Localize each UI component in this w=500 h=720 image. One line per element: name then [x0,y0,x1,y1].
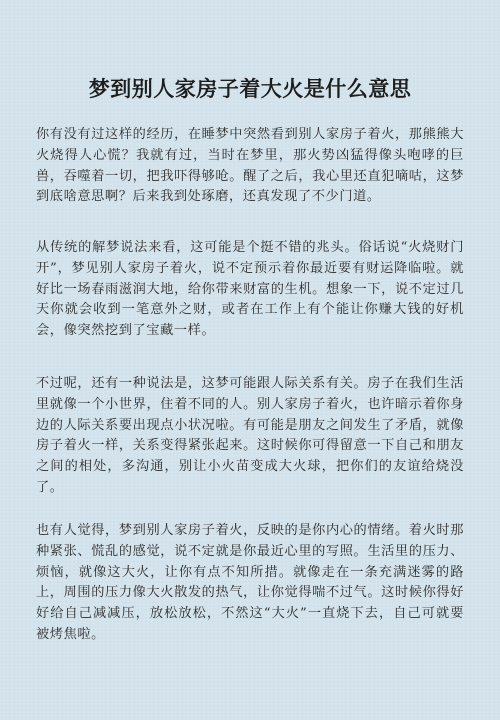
article-paragraph-2: 从传统的解梦说法来看，这可能是个挺不错的兆头。俗话说“火烧财门开”，梦见别人家房子着火，说不定预示着你最近要有财运降临啦。就好比一场春雨滋润大地，给你带来财富的生机。想象一下，说不定过几天你就会收到一笔意外之财，或者在工作上有个能让你赚大钱的好机会，像突然挖到了宝藏一样。 [36,240,464,339]
article-paragraph-3: 不过呢，还有一种说法是，这梦可能跟人际关系有关。房子在我们生活里就像一个小世界，住着不同的人。别人家房子着火，也许暗示着你身边的人际关系要出现点小状况啦。有可能是朋友之间发生了矛盾，就像房子着火一样，关系变得紧张起来。这时候你可得留意一下自己和朋友之间的相处，多沟通，别让小火苗变成大火球，把你们的友谊给烧没了。 [36,376,464,495]
article-paragraph-4: 也有人觉得，梦到别人家房子着火，反映的是你内心的情绪。着火时那种紧张、慌乱的感觉，说不定就是你最近心里的写照。生活里的压力、烦恼，就像这大火，让你有点不知所措。就像走在一条充满迷雾的路上，周围的压力像大火散发的热气，让你觉得喘不过气。这时候你得好好给自己减减压，放松放松，不然这“大火”一直烧下去，自己可就要被烤焦啦。 [36,523,464,642]
article-title: 梦到别人家房子着大火是什么意思 [88,77,412,102]
article-paragraph-1: 你有没有过这样的经历，在睡梦中突然看到别人家房子着火，那熊熊大火烧得人心慌？我就有过，当时在梦里，那火势凶猛得像头咆哮的巨兽，吞噬着一切，把我吓得够呛。醒了之后，我心里还直犯嘀咕，这梦到底啥意思啊？后来我到处琢磨，还真发现了不少门道。 [36,127,464,205]
